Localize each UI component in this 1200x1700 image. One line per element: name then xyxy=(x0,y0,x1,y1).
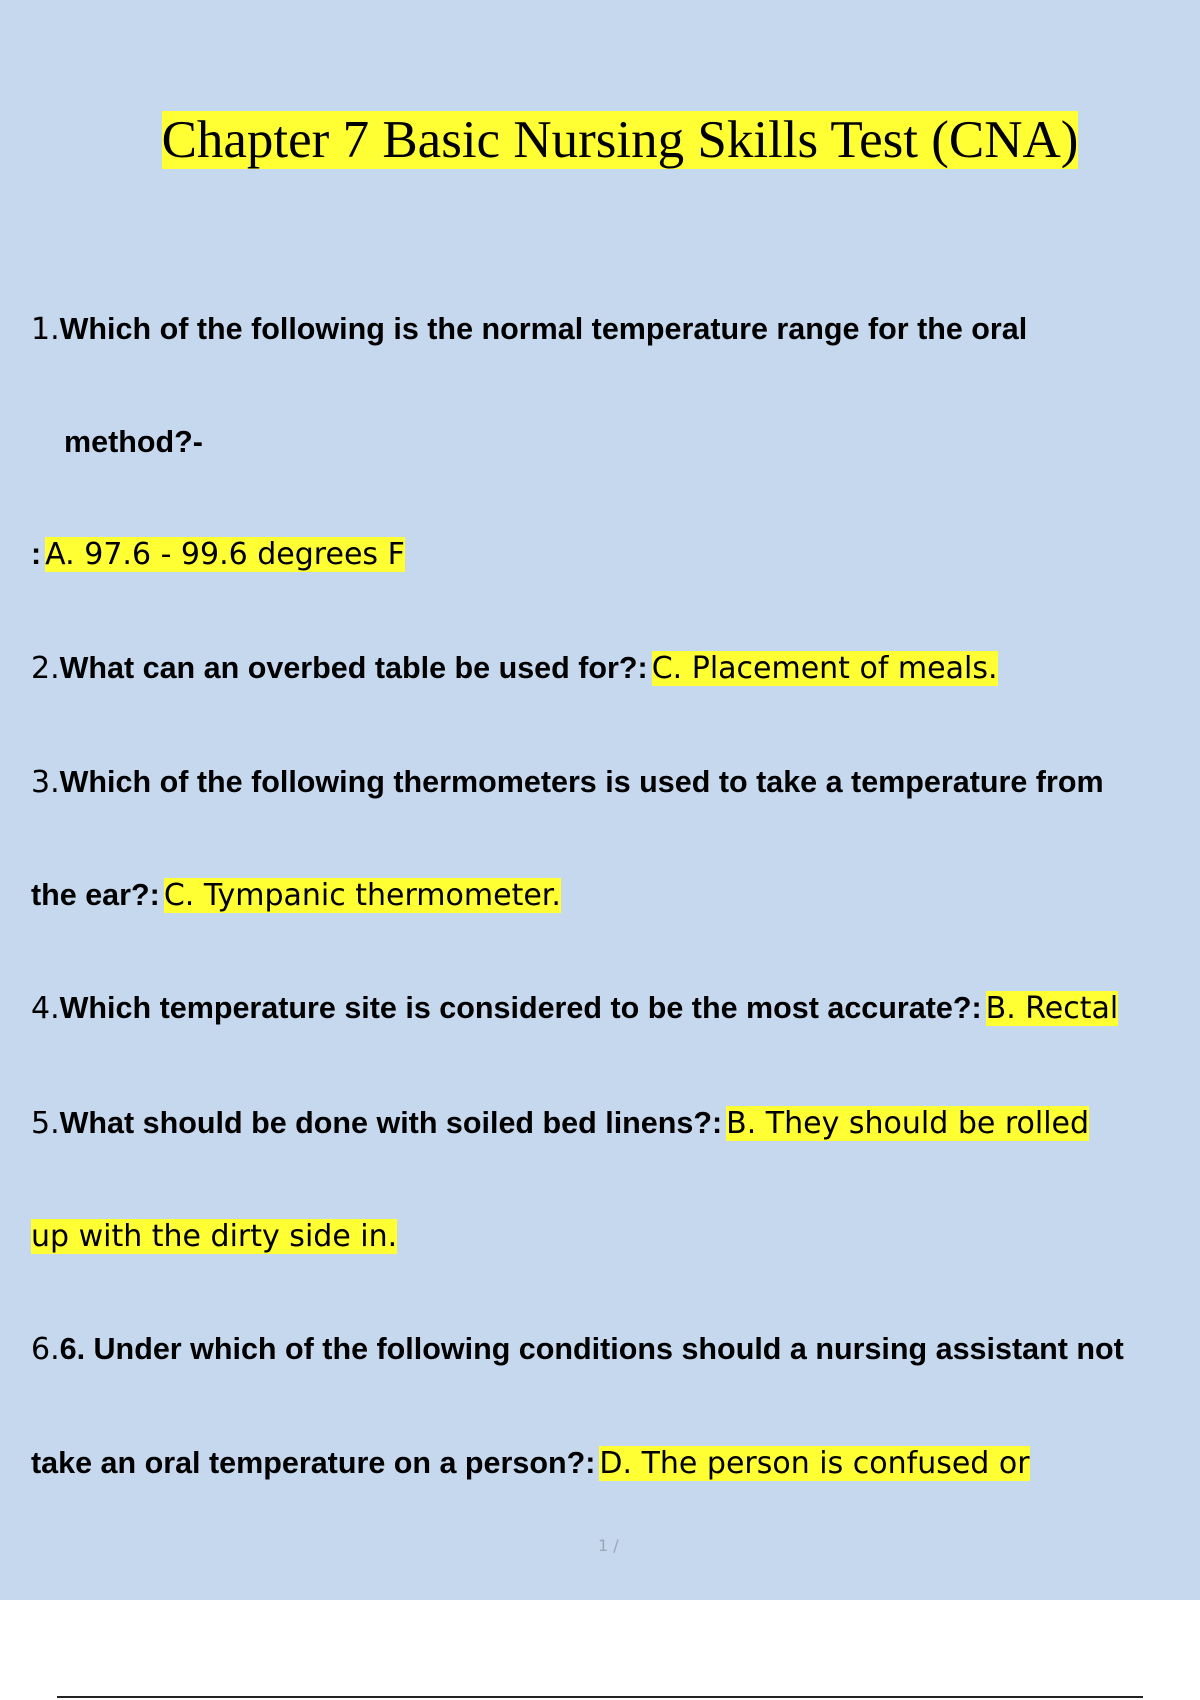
question-number: 3. xyxy=(31,765,60,800)
question-number: 2. xyxy=(31,651,60,686)
answer-text: C. Tympanic thermometer. xyxy=(163,878,561,913)
question-text: the ear?: xyxy=(31,878,160,912)
question-2 xyxy=(31,651,998,686)
question-6 xyxy=(31,1332,1124,1367)
question-text: Which of the following is the normal temperature range for the oral xyxy=(59,312,1028,346)
question-number: 1. xyxy=(31,312,60,347)
answer-text: up with the dirty side in. xyxy=(31,1219,398,1254)
answer-1 xyxy=(31,537,405,572)
document-title xyxy=(0,104,1200,176)
question-3 xyxy=(31,765,1104,800)
question-text: 6. Under which of the following conditions should a nursing assistant not xyxy=(59,1332,1124,1366)
question-number: 5. xyxy=(31,1106,60,1141)
question-3-continued xyxy=(31,878,561,913)
answer-text: D. The person is confused or xyxy=(599,1446,1030,1481)
answer-text: C. Placement of meals. xyxy=(651,651,998,686)
question-6-continued xyxy=(31,1446,1030,1481)
question-text: Which of the following thermometers is used to take a temperature from xyxy=(59,765,1104,799)
question-4 xyxy=(31,991,1118,1026)
answer-text: B. They should be rolled xyxy=(726,1106,1090,1141)
page-number: 1 / xyxy=(598,1536,619,1555)
question-1 xyxy=(31,312,1027,347)
question-number: 4. xyxy=(31,991,60,1026)
question-text: take an oral temperature on a person?: xyxy=(31,1446,596,1480)
question-text: What can an overbed table be used for?: xyxy=(59,651,648,685)
question-5 xyxy=(31,1106,1089,1141)
document-title-text: Chapter 7 Basic Nursing Skills Test (CNA) xyxy=(161,111,1079,169)
page-divider xyxy=(57,1696,1143,1698)
answer-5-continued xyxy=(31,1219,397,1254)
answer-text: B. Rectal xyxy=(985,991,1119,1026)
question-text: method?- xyxy=(64,425,203,459)
question-1-continued xyxy=(64,425,203,460)
answer-text: A. 97.6 - 99.6 degrees F xyxy=(45,537,405,572)
answer-prefix: : xyxy=(31,537,42,571)
question-text: What should be done with soiled bed linens?: xyxy=(59,1106,723,1140)
question-number: 6. xyxy=(31,1332,60,1367)
question-text: Which temperature site is considered to be the most accurate?: xyxy=(59,991,982,1025)
